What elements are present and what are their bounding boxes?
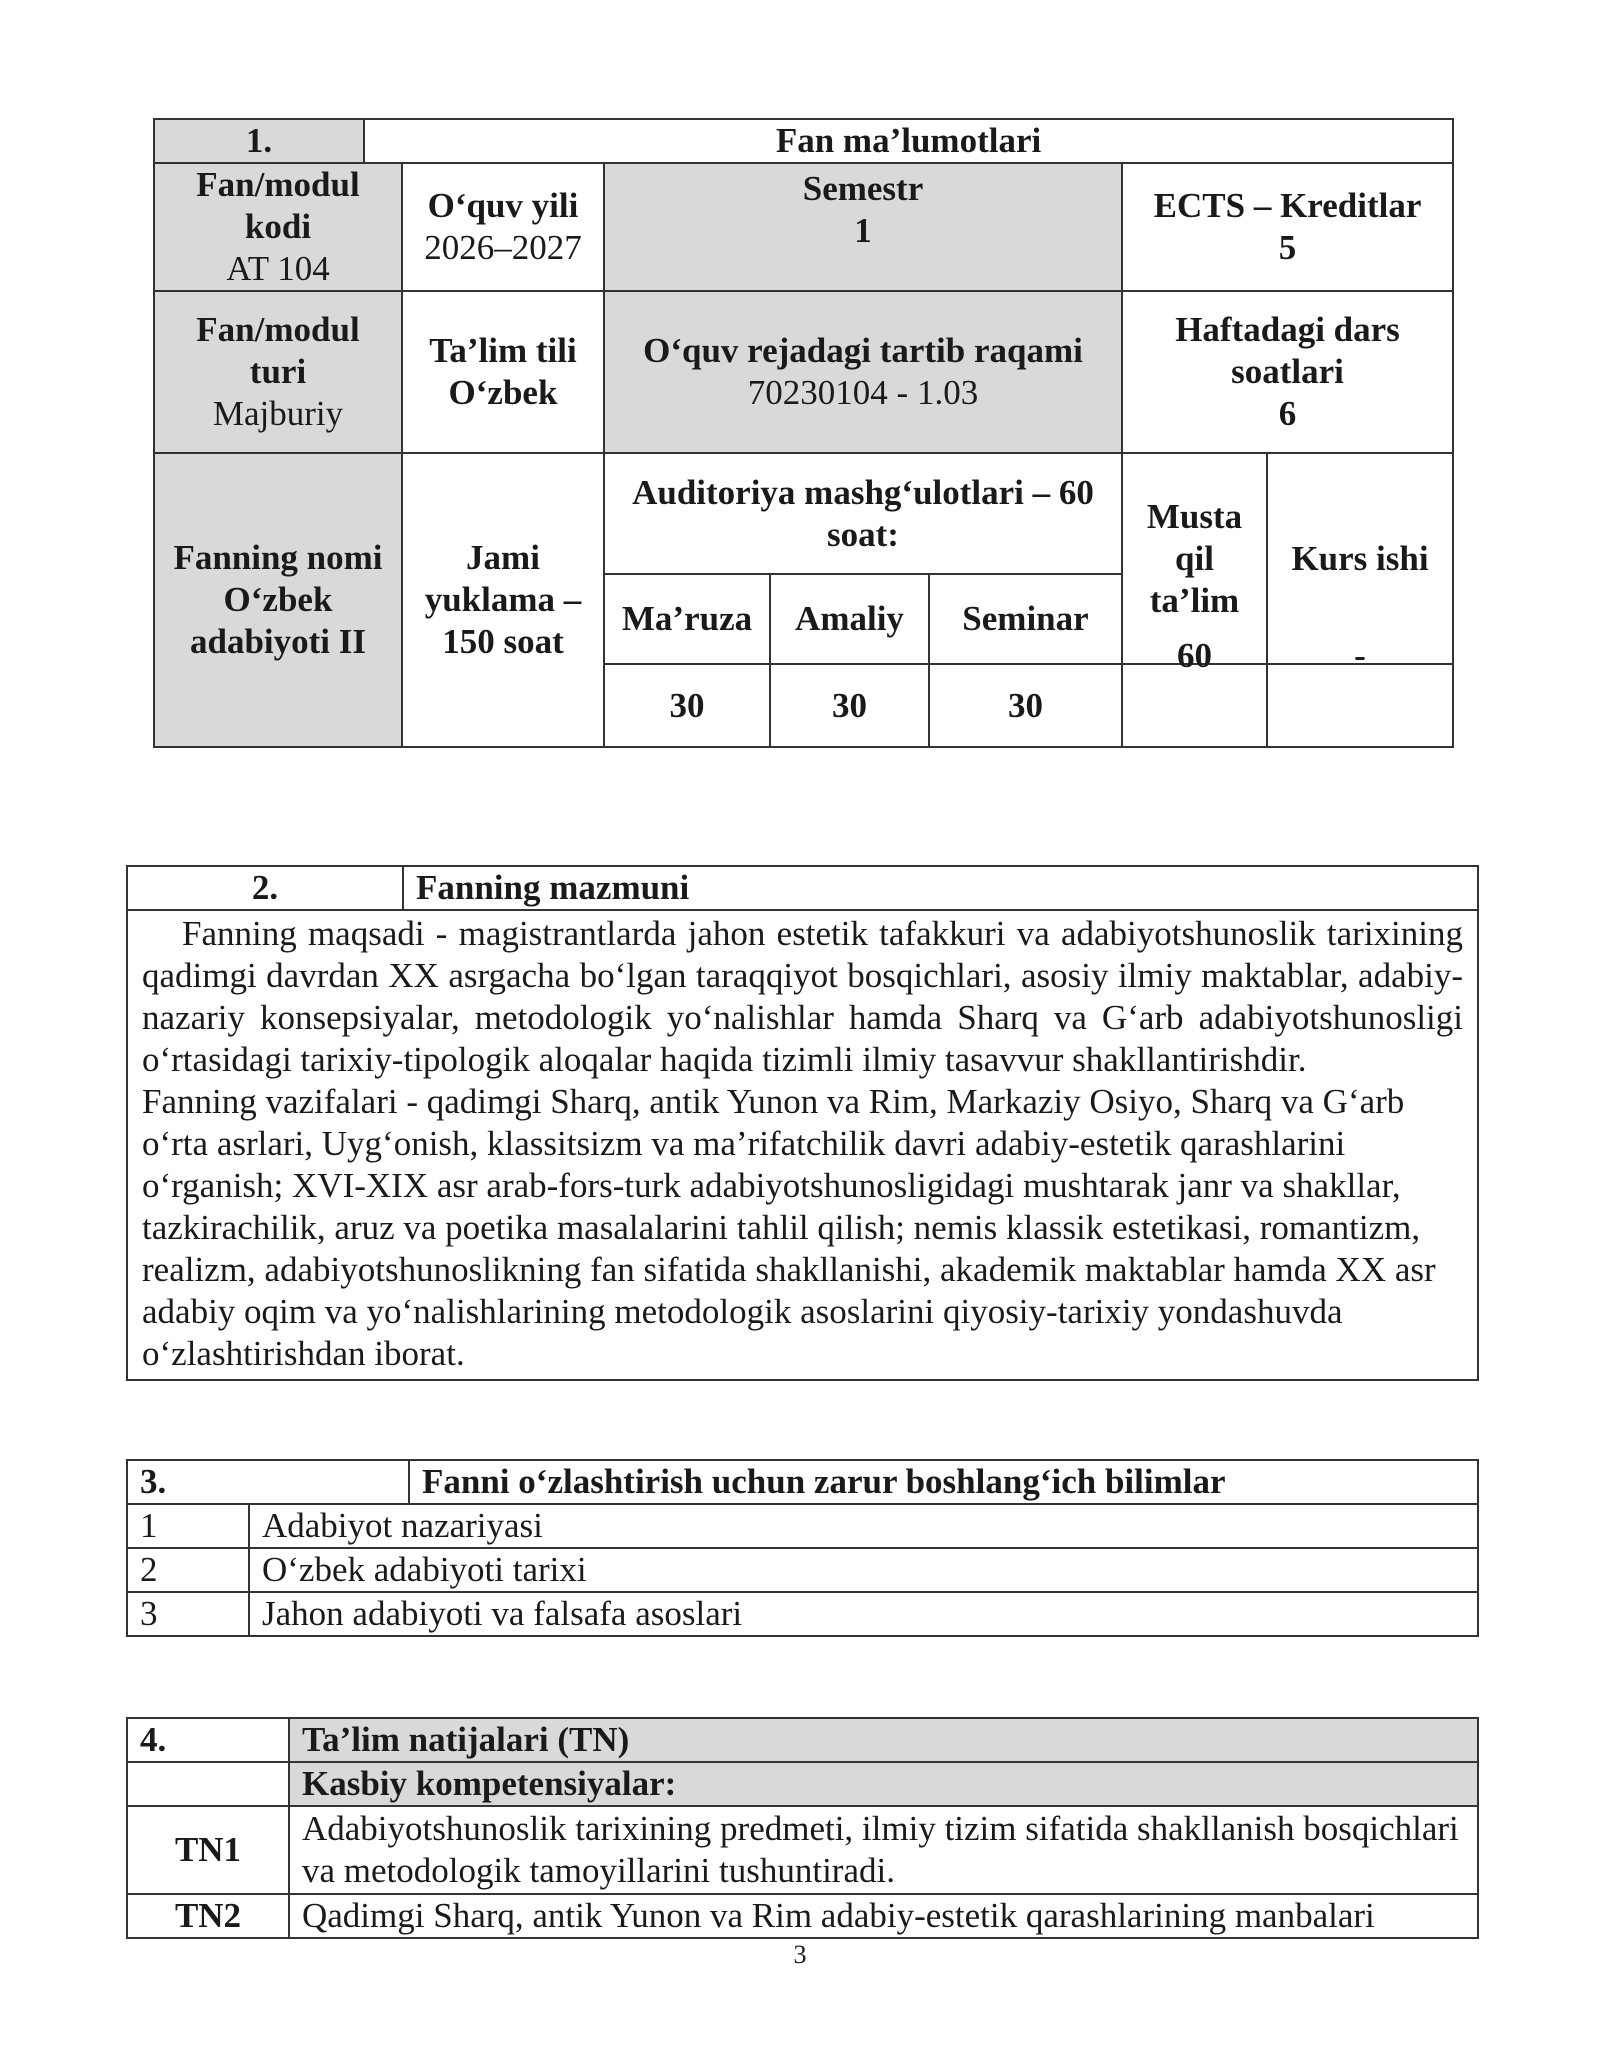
- ects-value: 5: [1278, 228, 1297, 267]
- course-info-table: [153, 118, 1454, 748]
- practical-label: Amaliy: [770, 574, 929, 664]
- lecture-label: Ma’ruza: [604, 574, 770, 664]
- course-name-cell: [154, 453, 402, 747]
- outcome-code: TN1: [127, 1806, 289, 1894]
- seminar-hours: 30: [929, 664, 1122, 747]
- language-value: O‘zbek: [448, 373, 558, 412]
- section-title: Fanning mazmuni: [403, 866, 1478, 910]
- semester-value: 1: [854, 211, 872, 250]
- academic-year-label: O‘quv yili: [427, 186, 579, 225]
- list-item-number: 1: [127, 1504, 249, 1548]
- section-number: 3.: [127, 1460, 409, 1504]
- module-type-label: Fan/modul turi: [196, 310, 360, 391]
- section-title: Fanni o‘zlashtirish uchun zarur boshlang‘ich bilimlar: [409, 1460, 1478, 1504]
- outcome-code: TN2: [127, 1894, 289, 1938]
- prerequisites-table: [126, 1459, 1479, 1637]
- ects-cell: [1122, 163, 1453, 291]
- section-title: Ta’lim natijalari (TN): [289, 1718, 1478, 1762]
- list-item: O‘zbek adabiyoti tarixi: [249, 1548, 1478, 1592]
- course-name-label: Fanning nomi: [173, 538, 383, 577]
- outcome-text: Adabiyotshunoslik tarixining predmeti, ilmiy tizim sifatida shakllanish bosqichlari va metodologik tamoyillarini tushuntiradi.: [289, 1806, 1478, 1894]
- curriculum-order-label: O‘quv rejadagi tartib raqami: [643, 331, 1083, 370]
- ects-label: ECTS – Kreditlar: [1153, 186, 1422, 225]
- course-work-value: -: [1267, 634, 1453, 717]
- empty-cell: [127, 1762, 289, 1806]
- curriculum-order-cell: [604, 291, 1122, 453]
- module-code-value: AT 104: [226, 249, 330, 288]
- section-subtitle: Kasbiy kompetensiyalar:: [289, 1762, 1478, 1806]
- auditorium-hours: Auditoriya mashg‘ulotlari – 60 soat:: [604, 453, 1122, 574]
- independent-study-hours: 60: [1122, 634, 1267, 717]
- academic-year-cell: [402, 163, 604, 291]
- total-load: Jami yuklama – 150 soat: [402, 453, 604, 747]
- semester-cell: [604, 163, 1122, 291]
- academic-year-value: 2026–2027: [424, 228, 582, 267]
- weekly-hours-cell: [1122, 291, 1453, 453]
- course-tasks-paragraph: Fanning vazifalari - qadimgi Sharq, antik Yunon va Rim, Markaziy Osiyo, Sharq va G‘arb o‘rta asrlari, Uyg‘onish, klassitsizm va ma’rifatchilik davri adabiy-estetik qarashlarini o‘rganish; XVI-XIX asr arab-fors-turk adabiyotshunosligidagi mushtarak janr va shakllar, tazkirachilik, aruz va poetika masalalarini tahlil qilish; nemis klassik estetikasi, romantizm, realizm, adabiyotshunoslikning fan sifatida shakllanishi, akademik maktablar hamda XX asr adabiy oqim va yo‘nalishlarining metodologik asoslarini qiyosiy-tarixiy yondashuvda o‘zlashtirishdan iborat.: [142, 1082, 1436, 1373]
- list-item: Adabiyot nazariyasi: [249, 1504, 1478, 1548]
- weekly-hours-value: 6: [1278, 394, 1297, 433]
- list-item: Jahon adabiyoti va falsafa asoslari: [249, 1592, 1478, 1636]
- course-goal-paragraph: Fanning maqsadi - magistrantlarda jahon estetik tafakkuri va adabiyotshunoslik tarixining qadimgi davrdan XX asrgacha bo‘lgan taraqqiyot bosqichlari, asosiy ilmiy maktablar, adabiy-nazariy konsepsiyalar, metodologik yo‘nalishlar hamda Sharq va G‘arb adabiyotshunosligi o‘rtasidagi tarixiy-tipologik aloqalar haqida tizimli ilmiy tasavvur shakllantirishdir.: [142, 914, 1463, 1079]
- section-number: 2.: [127, 866, 403, 910]
- course-content-text: [127, 910, 1478, 1380]
- language-label: Ta’lim tili: [429, 331, 577, 370]
- course-name-value: O‘zbek adabiyoti II: [189, 580, 367, 661]
- list-item-number: 2: [127, 1548, 249, 1592]
- module-code-label: Fan/modul kodi: [196, 165, 360, 246]
- curriculum-order-value: 70230104 - 1.03: [747, 373, 979, 412]
- section-title: Fan ma’lumotlari: [364, 119, 1453, 163]
- module-type-value: Majburiy: [212, 394, 344, 433]
- page-number: 3: [793, 1940, 807, 1969]
- module-type-cell: [154, 291, 402, 453]
- list-item-number: 3: [127, 1592, 249, 1636]
- section-number: 4.: [127, 1718, 289, 1762]
- practical-hours: 30: [770, 664, 929, 747]
- course-work-label: Kurs ishi: [1267, 453, 1453, 664]
- seminar-label: Seminar: [929, 574, 1122, 664]
- learning-outcomes-table: [126, 1717, 1479, 1939]
- module-code-cell: [154, 163, 402, 291]
- independent-study-label: Musta qil ta’lim: [1122, 453, 1267, 664]
- course-content-table: [126, 865, 1479, 1381]
- weekly-hours-label: Haftadagi dars soatlari: [1175, 310, 1400, 391]
- semester-label: Semestr: [802, 169, 924, 208]
- lecture-hours: 30: [604, 664, 770, 747]
- section-number: 1.: [154, 119, 364, 163]
- outcome-text: Qadimgi Sharq, antik Yunon va Rim adabiy-estetik qarashlarining manbalari: [289, 1894, 1478, 1938]
- language-cell: [402, 291, 604, 453]
